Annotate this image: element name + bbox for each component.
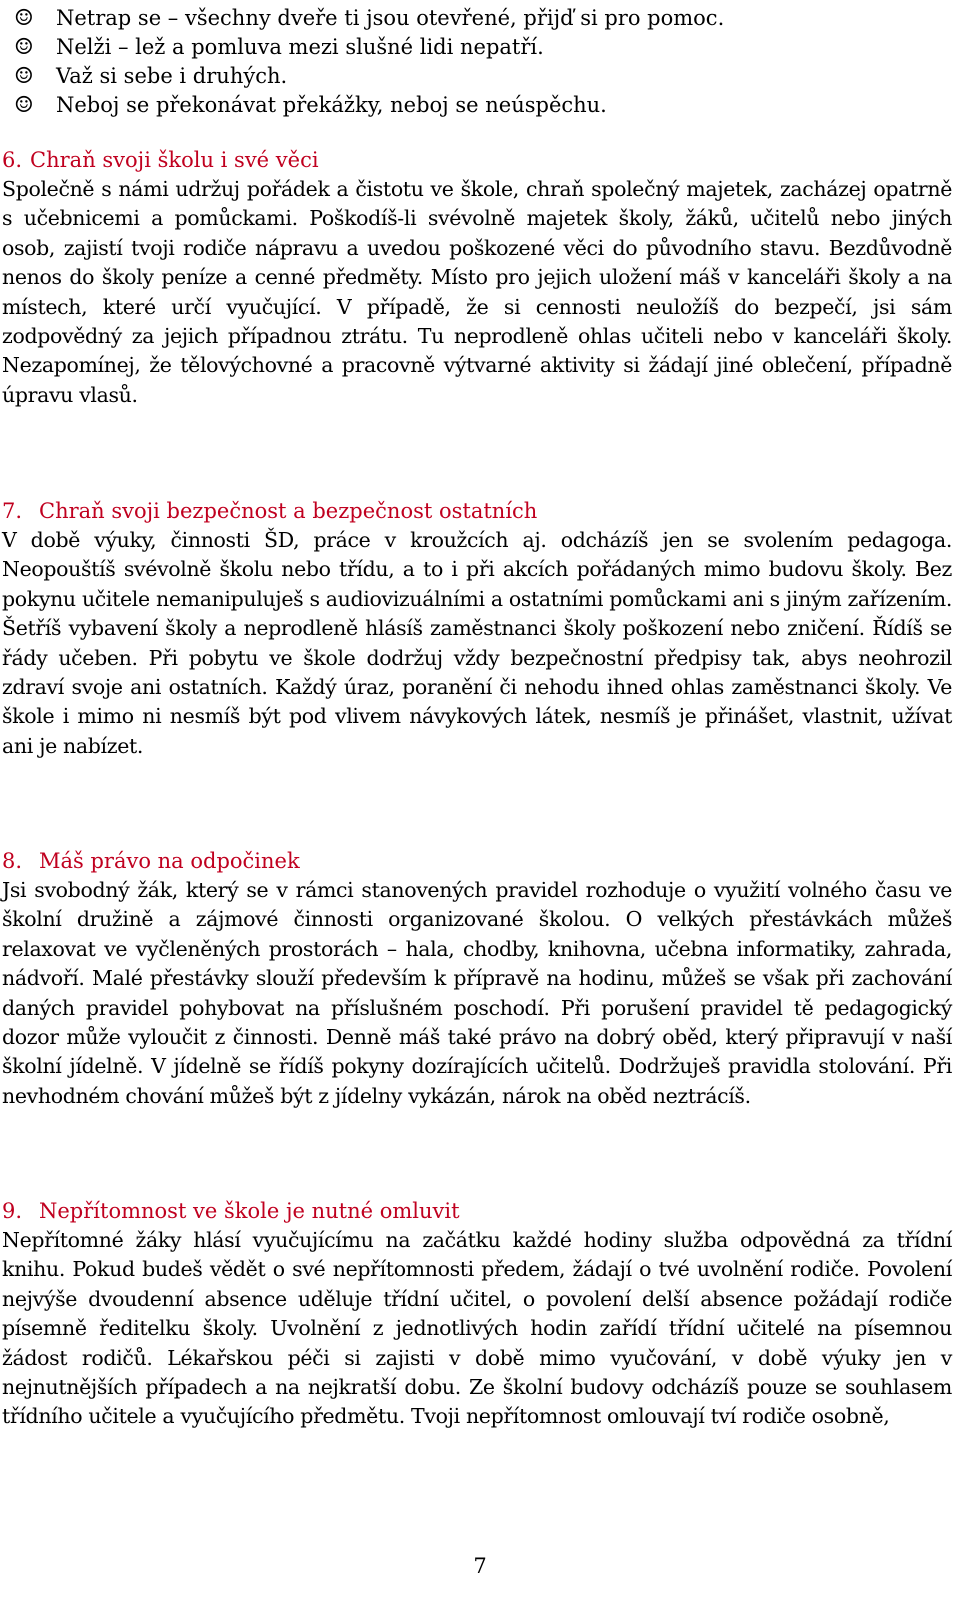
section-number: 9. xyxy=(2,1199,23,1223)
bullet-text: Neboj se překonávat překážky, neboj se neúspěchu. xyxy=(56,93,607,117)
section-8 xyxy=(2,847,952,1111)
bullet-text: Netrap se – všechny dveře ti jsou otevřené, přijď si pro pomoc. xyxy=(56,6,725,30)
bullet-item xyxy=(2,4,952,33)
section-9 xyxy=(2,1197,952,1432)
section-paragraph: Jsi svobodný žák, který se v rámci stanovených pravidel rozhoduje o využití volného času ve školní družině a zájmové činnosti organizované školou. O velkých přestávkách můžeš relaxovat ve vyčleněných prostorách – hala, chodby, knihovna, učebna informatiky, zahrada, nádvoří. Malé přestávky slouží především k přípravě na hodinu, můžeš se však při zachování daných pravidel pohybovat na příslušném poschodí. Při porušení pravidel tě pedagogický dozor může vyloučit z činnosti. Denně máš také právo na dobrý oběd, který připravují v naší školní jídelně. V jídelně se řídíš pokyny dozírajících učitelů. Dodržuješ pravidla stolování. Při nevhodném chování můžeš být z jídelny vykázán, nárok na oběd neztrácíš. xyxy=(2,878,952,1108)
smiley-icon: ☺ xyxy=(14,64,34,89)
section-6 xyxy=(2,146,952,410)
bullet-item xyxy=(2,62,952,91)
section-number: 8. xyxy=(2,849,23,873)
section-title: Chraň svoji bezpečnost a bezpečnost ostatních xyxy=(39,499,538,523)
section-number: 7. xyxy=(2,499,23,523)
page-number: 7 xyxy=(473,1554,487,1578)
smiley-icon: ☺ xyxy=(14,6,34,31)
section-heading xyxy=(2,497,952,526)
section-title: Máš právo na odpočinek xyxy=(39,849,300,873)
bullet-text: Važ si sebe i druhých. xyxy=(56,64,288,88)
section-heading xyxy=(2,847,952,876)
section-paragraph: Společně s námi udržuj pořádek a čistotu ve škole, chraň společný majetek, zacházej opatrně s učebnicemi a pomůckami. Poškodíš-li svévolně majetek školy, žáků, učitelů nebo jiných osob, zajistí tvoji rodiče nápravu a uvedou poškozené věci do původního stavu. Bezdůvodně nenos do školy peníze a cenné předměty. Místo pro jejich uložení máš v kanceláři školy a na místech, které určí vyučující. V případě, že si cennosti neuložíš do bezpečí, jsi sám zodpovědný za jejich případnou ztrátu. Tu neprodleně ohlas učiteli nebo v kanceláři školy. Nezapomínej, že tělovýchovné a pracovně výtvarné aktivity si žádají jiné oblečení, případně úpravu vlasů. xyxy=(2,177,952,407)
section-heading xyxy=(2,146,952,175)
bullet-item xyxy=(2,33,952,62)
section-paragraph: Nepřítomné žáky hlásí vyučujícímu na začátku každé hodiny služba odpovědná za třídní knihu. Pokud budeš vědět o své nepřítomnosti předem, žádají o tvé uvolnění rodiče. Povolení nejvýše dvoudenní absence uděluje třídní učitel, o povolení delší absence požádají rodiče písemně ředitelku školy. Uvolnění z jednotlivých hodin zařídí třídní učitelé na písemnou žádost rodičů. Lékařskou péči si zajisti v době mimo vyučování, v době výuky jen v nejnutnějších případech a na nejkratší dobu. Ze školní budovy odcházíš pouze se souhlasem třídního učitele a vyučujícího předmětu. Tvoji nepřítomnost omlouvají tví rodiče osobně, xyxy=(2,1228,952,1429)
bullet-item xyxy=(2,91,952,120)
smiley-icon: ☺ xyxy=(14,35,34,60)
section-heading xyxy=(2,1197,952,1226)
bullet-text: Nelži – lež a pomluva mezi slušné lidi nepatří. xyxy=(56,35,544,59)
section-7 xyxy=(2,497,952,761)
section-number: 6. xyxy=(2,148,23,172)
section-paragraph: V době výuky, činnosti ŠD, práce v kroužcích aj. odcházíš jen se svolením pedagoga. Neopouštíš svévolně školu nebo třídu, a to i při akcích pořádaných mimo budovu školy. Bez pokynu učitele nemanipuluješ s audiovizuálními a ostatními pomůckami ani s jiným zařízením. Šetříš vybavení školy a neprodleně hlásíš zaměstnanci školy poškození nebo zničení. Řídíš se řády učeben. Při pobytu ve škole dodržuj vždy bezpečnostní předpisy tak, abys neohrozil zdraví svoje ani ostatních. Každý úraz, poranění či nehodu ihned ohlas zaměstnanci školy. Ve škole i mimo ni nesmíš být pod vlivem návykových látek, nesmíš je přinášet, vlastnit, užívat ani je nabízet. xyxy=(2,528,952,758)
smiley-icon: ☺ xyxy=(14,93,34,118)
rules-bullet-list xyxy=(2,4,952,120)
section-title: Chraň svoji školu i své věci xyxy=(30,148,319,172)
section-title: Nepřítomnost ve škole je nutné omluvit xyxy=(39,1199,460,1223)
